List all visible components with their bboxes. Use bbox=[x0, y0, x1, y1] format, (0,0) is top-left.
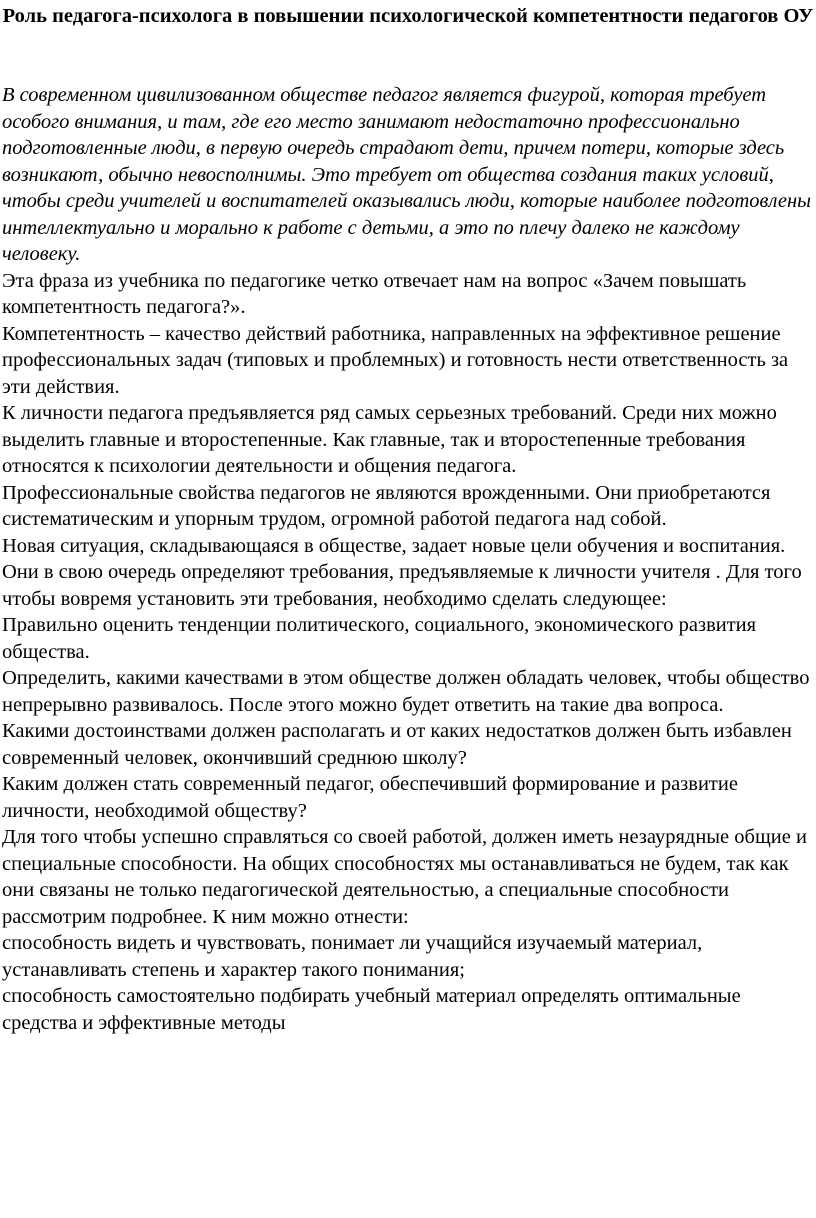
paragraph-11: способность видеть и чувствовать, понимает ли учащийся изучаемый материал, устанавливать степень и характер такого понимания; bbox=[2, 932, 703, 981]
paragraph-7: Определить, какими качествами в этом обществе должен обладать человек, чтобы общество непрерывно развивалось. После этого можно будет ответить на такие два вопроса. bbox=[2, 667, 810, 716]
paragraph-2: Компетентность – качество действий работника, направленных на эффективное решение профессиональных задач (типовых и проблемных) и готовность нести ответственность за эти действия. bbox=[2, 322, 789, 398]
paragraph-12: способность самостоятельно подбирать учебный материал определять оптимальные средства и эффективные методы bbox=[2, 985, 741, 1034]
paragraph-6: Правильно оценить тенденции политического, социального, экономического развития общества. bbox=[2, 614, 757, 663]
paragraph-8: Какими достоинствами должен располагать и от каких недостатков должен быть избавлен современный человек, окончивший среднюю школу? bbox=[2, 720, 792, 769]
paragraph-9: Каким должен стать современный педагог, обеспечивший формирование и развитие личности, необходимой обществу? bbox=[2, 773, 738, 822]
paragraph-4: Профессиональные свойства педагогов не являются врожденными. Они приобретаются систематическим и упорным трудом, огромной работой педагога над собой. bbox=[2, 481, 771, 530]
paragraph-5: Новая ситуация, складывающаяся в обществе, задает новые цели обучения и воспитания. Они в свою очередь определяют требования, предъявляемые к личности учителя . Для того чтобы вовремя установить эти требования, необходимо сделать следующее: bbox=[2, 534, 802, 610]
paragraph-1: Эта фраза из учебника по педагогике четко отвечает нам на вопрос «Зачем повышать компетентность педагога?». bbox=[2, 269, 747, 318]
intro-quote: В современном цивилизованном обществе педагог является фигурой, которая требует особого внимания, и там, где его место занимают недостаточно профессионально подготовленные люди, в первую очередь страдают дети, причем потери, которые здесь возникают, обычно невосполнимы. Это требует от общества создания таких условий, чтобы среди учителей и воспитателей оказывались люди, которые наиболее подготовлены интеллектуально и морально к работе с детьми, а это по плечу далеко не каждому человеку. bbox=[2, 84, 812, 265]
paragraph-10: Для того чтобы успешно справляться со своей работой, должен иметь незаурядные общие и специальные способности. На общих способностях мы останавливаться не будем, так как они связаны не только педагогической деятельностью, а специальные способности рассмотрим подробнее. К ним можно отнести: bbox=[2, 826, 807, 928]
paragraph-3: К личности педагога предъявляется ряд самых серьезных требований. Среди них можно выделить главные и второстепенные. Как главные, так и второстепенные требования относятся к психологии деятельности и общения педагога. bbox=[2, 402, 777, 477]
document-title: Роль педагога-психолога в повышении психологической компетентности педагогов ОУ bbox=[2, 5, 814, 27]
